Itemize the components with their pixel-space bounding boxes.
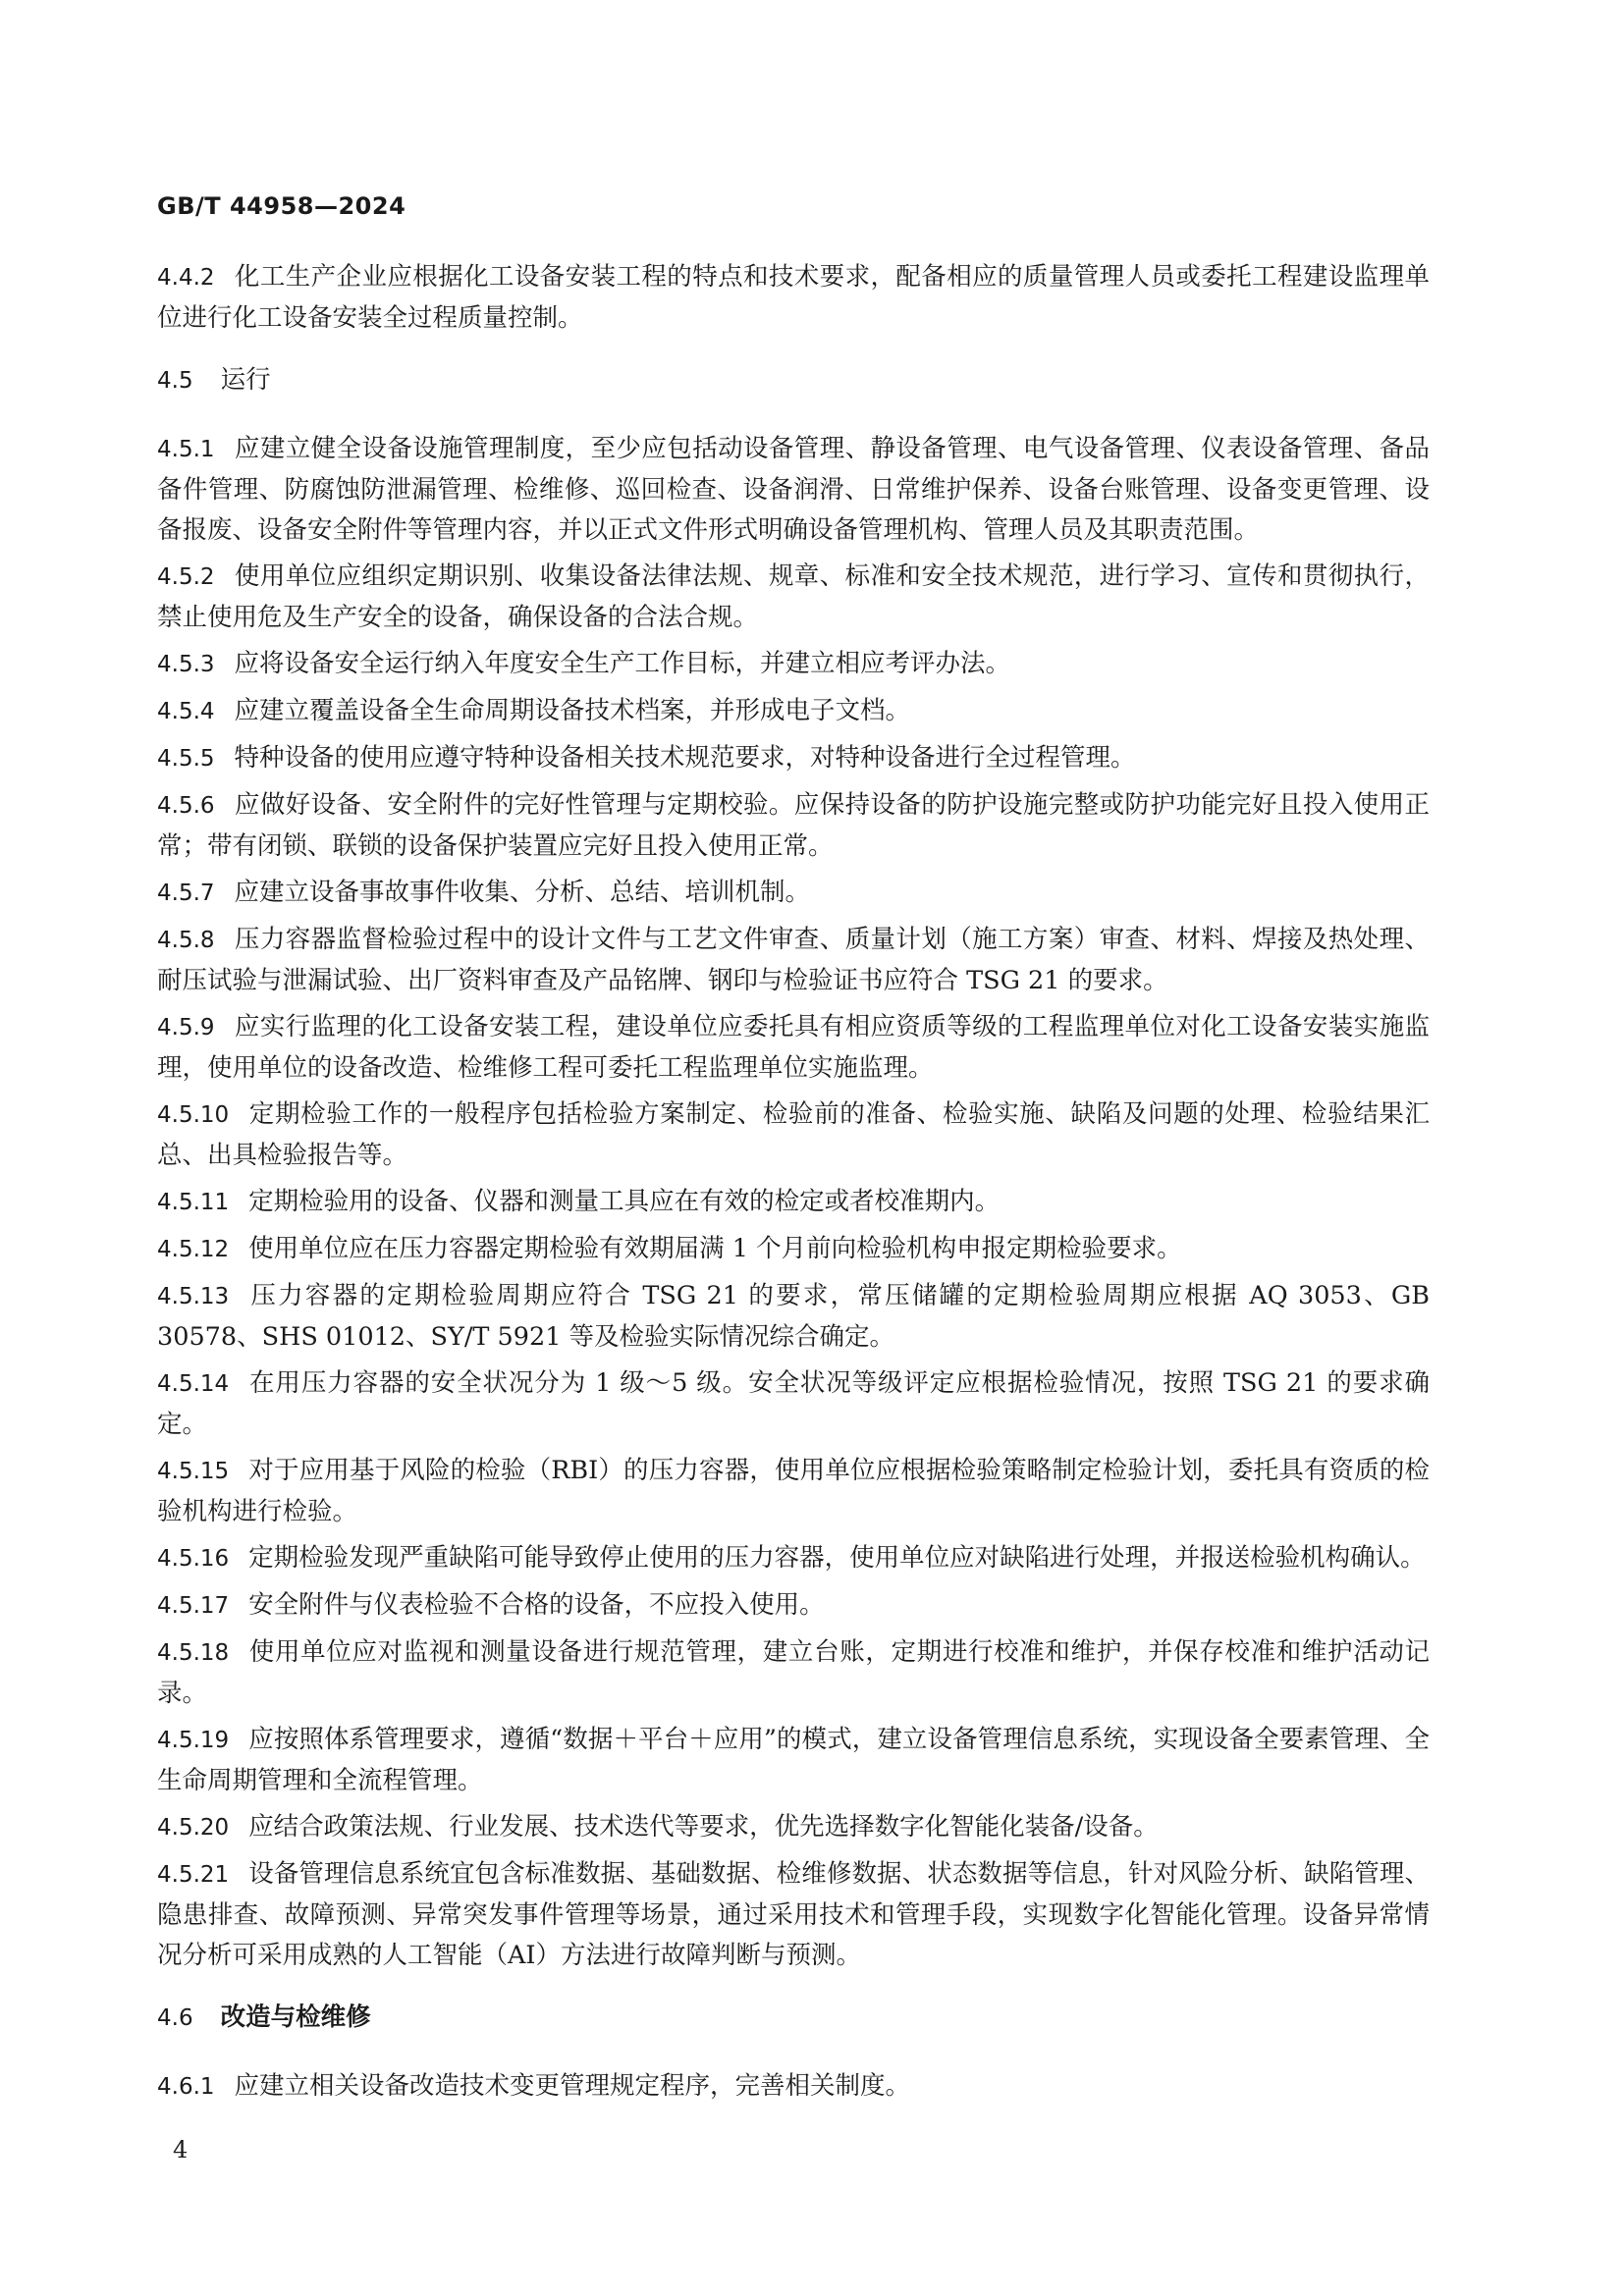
clause-number: 4.5.8: [157, 928, 215, 953]
section-title: 运行: [220, 365, 271, 395]
clause-paragraph: [157, 2066, 1430, 2108]
clause-text: 应建立覆盖设备全生命周期设备技术档案，并形成电子文档。: [234, 696, 911, 725]
clause-number: 4.5.11: [157, 1190, 230, 1215]
clause-paragraph: [157, 1854, 1430, 1976]
clause-number: 4.5.19: [157, 1728, 230, 1753]
clause-text: 应结合政策法规、行业发展、技术迭代等要求，优先选择数字化智能化装备/设备。: [248, 1812, 1159, 1842]
clause-number: 4.5.3: [157, 652, 215, 677]
clause-paragraph: [157, 1363, 1430, 1445]
clause-number: 4.6: [157, 2005, 193, 2031]
clause-number: 4.5.14: [157, 1371, 230, 1397]
page-number: 4: [173, 2136, 189, 2163]
clause-paragraph: [157, 1276, 1430, 1358]
clause-paragraph: [157, 920, 1430, 1001]
clause-text: 应按照体系管理要求，遵循“数据＋平台＋应用”的模式，建立设备管理信息系统，实现设备全要素管理、全生命周期管理和全流程管理。: [157, 1725, 1430, 1795]
clause-text: 应实行监理的化工设备安装工程，建设单位应委托具有相应资质等级的工程监理单位对化工设备安装实施监理，使用单位的设备改造、检维修工程可委托工程监理单位实施监理。: [157, 1012, 1430, 1083]
clause-paragraph: [157, 1007, 1430, 1089]
clause-paragraph: [157, 1182, 1430, 1223]
clause-number: 4.4.2: [157, 265, 215, 291]
clause-text: 安全附件与仪表检验不合格的设备，不应投入使用。: [248, 1590, 825, 1620]
clause-paragraph: [157, 1585, 1430, 1627]
section-title: 改造与检维修: [220, 2002, 371, 2032]
clause-number: 4.5.13: [157, 1284, 230, 1309]
clause-paragraph: [157, 1538, 1430, 1579]
clause-text: 应做好设备、安全附件的完好性管理与定期校验。应保持设备的防护设施完整或防护功能完好且投入使用正常；带有闭锁、联锁的设备保护装置应完好且投入使用正常。: [157, 790, 1430, 861]
clause-paragraph: [157, 644, 1430, 685]
section-heading: [157, 1998, 1430, 2039]
clause-paragraph: [157, 691, 1430, 732]
clause-text: 定期检验发现严重缺陷可能导致停止使用的压力容器，使用单位应对缺陷进行处理，并报送检验机构确认。: [248, 1543, 1426, 1573]
section-heading: [157, 360, 1430, 401]
clause-number: 4.5.20: [157, 1815, 230, 1841]
clause-paragraph: [157, 1229, 1430, 1270]
clause-number: 4.5.21: [157, 1862, 230, 1888]
clause-number: 4.5.1: [157, 437, 215, 462]
clause-text: 应建立健全设备设施管理制度，至少应包括动设备管理、静设备管理、电气设备管理、仪表设备管理、备品备件管理、防腐蚀防泄漏管理、检维修、巡回检查、设备润滑、日常维护保养、设备台账管理、设备变更管理、设备报废、设备安全附件等管理内容，并以正式文件形式明确设备管理机构、管理人员及其职责范围。: [157, 434, 1430, 545]
clause-number: 4.5.15: [157, 1459, 230, 1484]
clause-paragraph: [157, 1632, 1430, 1714]
clause-text: 在用压力容器的安全状况分为 1 级～5 级。安全状况等级评定应根据检验情况，按照 TSG 21 的要求确定。: [157, 1368, 1430, 1439]
clause-paragraph: [157, 1807, 1430, 1848]
clause-number: 4.5.10: [157, 1102, 230, 1128]
clause-text: 特种设备的使用应遵守特种设备相关技术规范要求，对特种设备进行全过程管理。: [234, 743, 1136, 773]
clause-text: 压力容器监督检验过程中的设计文件与工艺文件审查、质量计划（施工方案）审查、材料、焊接及热处理、耐压试验与泄漏试验、出厂资料审查及产品铭牌、钢印与检验证书应符合 TSG 21 的要求。: [157, 925, 1430, 995]
clause-number: 4.5.12: [157, 1237, 230, 1262]
clause-number: 4.5.5: [157, 746, 215, 772]
clause-paragraph: [157, 1451, 1430, 1532]
clause-number: 4.5.17: [157, 1593, 230, 1619]
clause-paragraph: [157, 1720, 1430, 1801]
clause-text: 使用单位应组织定期识别、收集设备法律法规、规章、标准和安全技术规范，进行学习、宣传和贯彻执行，禁止使用危及生产安全的设备，确保设备的合法合规。: [157, 561, 1430, 632]
clause-paragraph: [157, 257, 1430, 339]
clause-text: 对于应用基于风险的检验（RBI）的压力容器，使用单位应根据检验策略制定检验计划，委托具有资质的检验机构进行检验。: [157, 1456, 1430, 1526]
clause-text: 使用单位应在压力容器定期检验有效期届满 1 个月前向检验机构申报定期检验要求。: [248, 1234, 1182, 1263]
document-header: GB/T 44958—2024: [157, 192, 406, 220]
clause-number: 4.5: [157, 368, 193, 394]
clause-number: 4.5.7: [157, 881, 215, 906]
clause-paragraph: [157, 557, 1430, 638]
clause-text: 应建立设备事故事件收集、分析、总结、培训机制。: [234, 878, 811, 907]
clause-number: 4.6.1: [157, 2074, 215, 2100]
clause-number: 4.5.9: [157, 1015, 215, 1041]
clause-paragraph: [157, 873, 1430, 914]
clause-text: 使用单位应对监视和测量设备进行规范管理，建立台账，定期进行校准和维护，并保存校准和维护活动记录。: [157, 1637, 1430, 1708]
clause-number: 4.5.16: [157, 1546, 230, 1572]
clause-text: 压力容器的定期检验周期应符合 TSG 21 的要求，常压储罐的定期检验周期应根据 AQ 3053、GB 30578、SHS 01012、SY/T 5921 等及检验实际情况综合确定。: [157, 1281, 1430, 1352]
clause-text: 定期检验工作的一般程序包括检验方案制定、检验前的准备、检验实施、缺陷及问题的处理、检验结果汇总、出具检验报告等。: [157, 1099, 1430, 1170]
clause-text: 设备管理信息系统宜包含标准数据、基础数据、检维修数据、状态数据等信息，针对风险分析、缺陷管理、隐患排查、故障预测、异常突发事件管理等场景，通过采用技术和管理手段，实现数字化智能化管理。设备异常情况分析可采用成熟的人工智能（AI）方法进行故障判断与预测。: [157, 1859, 1430, 1970]
clause-number: 4.5.18: [157, 1640, 230, 1666]
clause-paragraph: [157, 1095, 1430, 1176]
clause-text: 化工生产企业应根据化工设备安装工程的特点和技术要求，配备相应的质量管理人员或委托工程建设监理单位进行化工设备安装全过程质量控制。: [157, 262, 1430, 333]
clause-number: 4.5.4: [157, 699, 215, 724]
clause-paragraph: [157, 738, 1430, 779]
clause-number: 4.5.6: [157, 793, 215, 819]
document-body: [157, 257, 1430, 2113]
clause-paragraph: [157, 785, 1430, 867]
clause-text: 定期检验用的设备、仪器和测量工具应在有效的检定或者校准期内。: [248, 1187, 1001, 1216]
clause-paragraph: [157, 429, 1430, 551]
clause-number: 4.5.2: [157, 564, 215, 590]
clause-text: 应将设备安全运行纳入年度安全生产工作目标，并建立相应考评办法。: [234, 649, 1011, 678]
clause-text: 应建立相关设备改造技术变更管理规定程序，完善相关制度。: [234, 2071, 911, 2101]
